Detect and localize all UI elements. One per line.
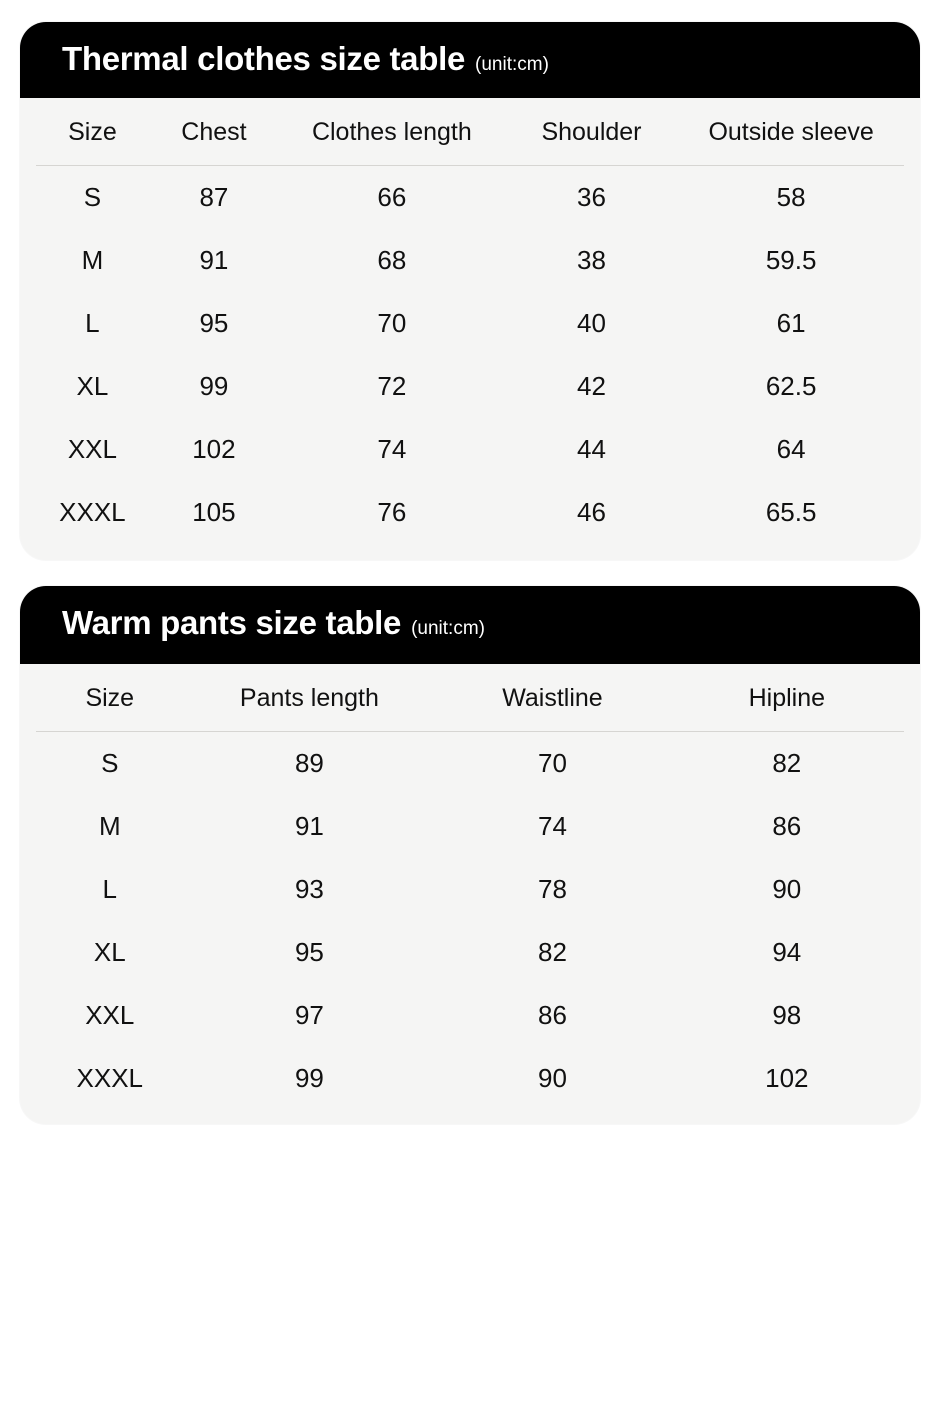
cell-clothes-length: 72 — [377, 371, 407, 401]
cell-size: M — [81, 245, 104, 275]
cell-shoulder: 36 — [577, 182, 606, 212]
cell-clothes-length: 74 — [377, 434, 407, 464]
column-header-waistline: Waistline — [502, 684, 603, 712]
cell-clothes-length: 70 — [377, 308, 407, 338]
pants-size-card — [20, 586, 920, 1124]
pants-card-title: Warm pants size table — [62, 604, 402, 641]
pants-table-wrap — [20, 664, 920, 1124]
table-row — [36, 481, 904, 544]
cell-waistline: 86 — [537, 1000, 567, 1030]
cell-hipline: 98 — [772, 1000, 802, 1030]
pants-table-body — [36, 732, 904, 1111]
column-header-hipline: Hipline — [748, 684, 826, 712]
column-header-chest: Chest — [181, 118, 247, 146]
cell-size: XXL — [85, 1000, 135, 1030]
cell-hipline: 82 — [772, 748, 802, 778]
thermal-size-card — [20, 22, 920, 560]
cell-hipline: 94 — [772, 937, 802, 967]
cell-size: XXXL — [76, 1063, 144, 1093]
table-row — [36, 795, 904, 858]
cell-chest: 105 — [192, 497, 236, 527]
cell-size: XL — [76, 371, 109, 401]
cell-pants-length: 93 — [294, 874, 324, 904]
table-row — [36, 984, 904, 1047]
cell-clothes-length: 76 — [377, 497, 407, 527]
thermal-table-wrap — [20, 98, 920, 560]
column-header-shoulder: Shoulder — [541, 118, 642, 146]
cell-outside-sleeve: 59.5 — [765, 245, 817, 275]
cell-shoulder: 46 — [577, 497, 606, 527]
cell-shoulder: 38 — [577, 245, 606, 275]
cell-waistline: 70 — [537, 748, 567, 778]
pants-table-head — [36, 666, 904, 732]
pants-card-unit: (unit:cm) — [411, 618, 485, 639]
cell-size: XXL — [67, 434, 117, 464]
thermal-table-body — [36, 166, 904, 545]
table-row — [36, 921, 904, 984]
table-header-row — [36, 666, 904, 732]
cell-chest: 99 — [199, 371, 229, 401]
cell-outside-sleeve: 58 — [776, 182, 806, 212]
cell-shoulder: 44 — [577, 434, 606, 464]
cell-outside-sleeve: 64 — [776, 434, 806, 464]
cell-size: M — [98, 811, 121, 841]
cell-clothes-length: 68 — [377, 245, 407, 275]
cell-waistline: 78 — [537, 874, 567, 904]
cell-clothes-length: 66 — [377, 182, 407, 212]
table-row — [36, 418, 904, 481]
cell-pants-length: 91 — [294, 811, 324, 841]
cell-hipline: 102 — [765, 1063, 809, 1093]
table-row — [36, 732, 904, 796]
table-row — [36, 1047, 904, 1110]
column-header-outside-sleeve: Outside sleeve — [708, 118, 874, 146]
column-header-size: Size — [68, 118, 117, 146]
cell-waistline: 74 — [537, 811, 567, 841]
thermal-card-header — [20, 22, 920, 98]
cell-shoulder: 40 — [577, 308, 606, 338]
cell-size: S — [101, 748, 119, 778]
cell-size: L — [102, 874, 117, 904]
cell-waistline: 90 — [537, 1063, 567, 1093]
thermal-card-title: Thermal clothes size table — [62, 40, 466, 77]
cell-shoulder: 42 — [577, 371, 606, 401]
cell-pants-length: 95 — [294, 937, 324, 967]
table-row — [36, 229, 904, 292]
cell-size: S — [83, 182, 102, 212]
cell-size: XXXL — [59, 497, 126, 527]
cell-chest: 87 — [199, 182, 229, 212]
cell-size: L — [85, 308, 100, 338]
cell-outside-sleeve: 62.5 — [765, 371, 817, 401]
cell-pants-length: 97 — [294, 1000, 324, 1030]
cell-pants-length: 99 — [294, 1063, 324, 1093]
cell-chest: 102 — [192, 434, 236, 464]
cell-outside-sleeve: 65.5 — [765, 497, 817, 527]
table-row — [36, 858, 904, 921]
cell-hipline: 86 — [772, 811, 802, 841]
cell-chest: 91 — [199, 245, 229, 275]
table-row — [36, 292, 904, 355]
thermal-size-table — [36, 100, 904, 544]
thermal-table-head — [36, 100, 904, 166]
cell-chest: 95 — [199, 308, 229, 338]
cell-hipline: 90 — [772, 874, 802, 904]
thermal-card-unit: (unit:cm) — [475, 54, 549, 75]
table-row — [36, 166, 904, 230]
cell-outside-sleeve: 61 — [776, 308, 806, 338]
cell-size: XL — [93, 937, 126, 967]
pants-card-header — [20, 586, 920, 664]
pants-size-table — [36, 666, 904, 1110]
column-header-clothes-length: Clothes length — [311, 118, 472, 146]
column-header-pants-length: Pants length — [239, 684, 379, 712]
table-header-row — [36, 100, 904, 166]
table-row — [36, 355, 904, 418]
column-header-size: Size — [85, 684, 135, 712]
cell-waistline: 82 — [537, 937, 567, 967]
cell-pants-length: 89 — [294, 748, 324, 778]
